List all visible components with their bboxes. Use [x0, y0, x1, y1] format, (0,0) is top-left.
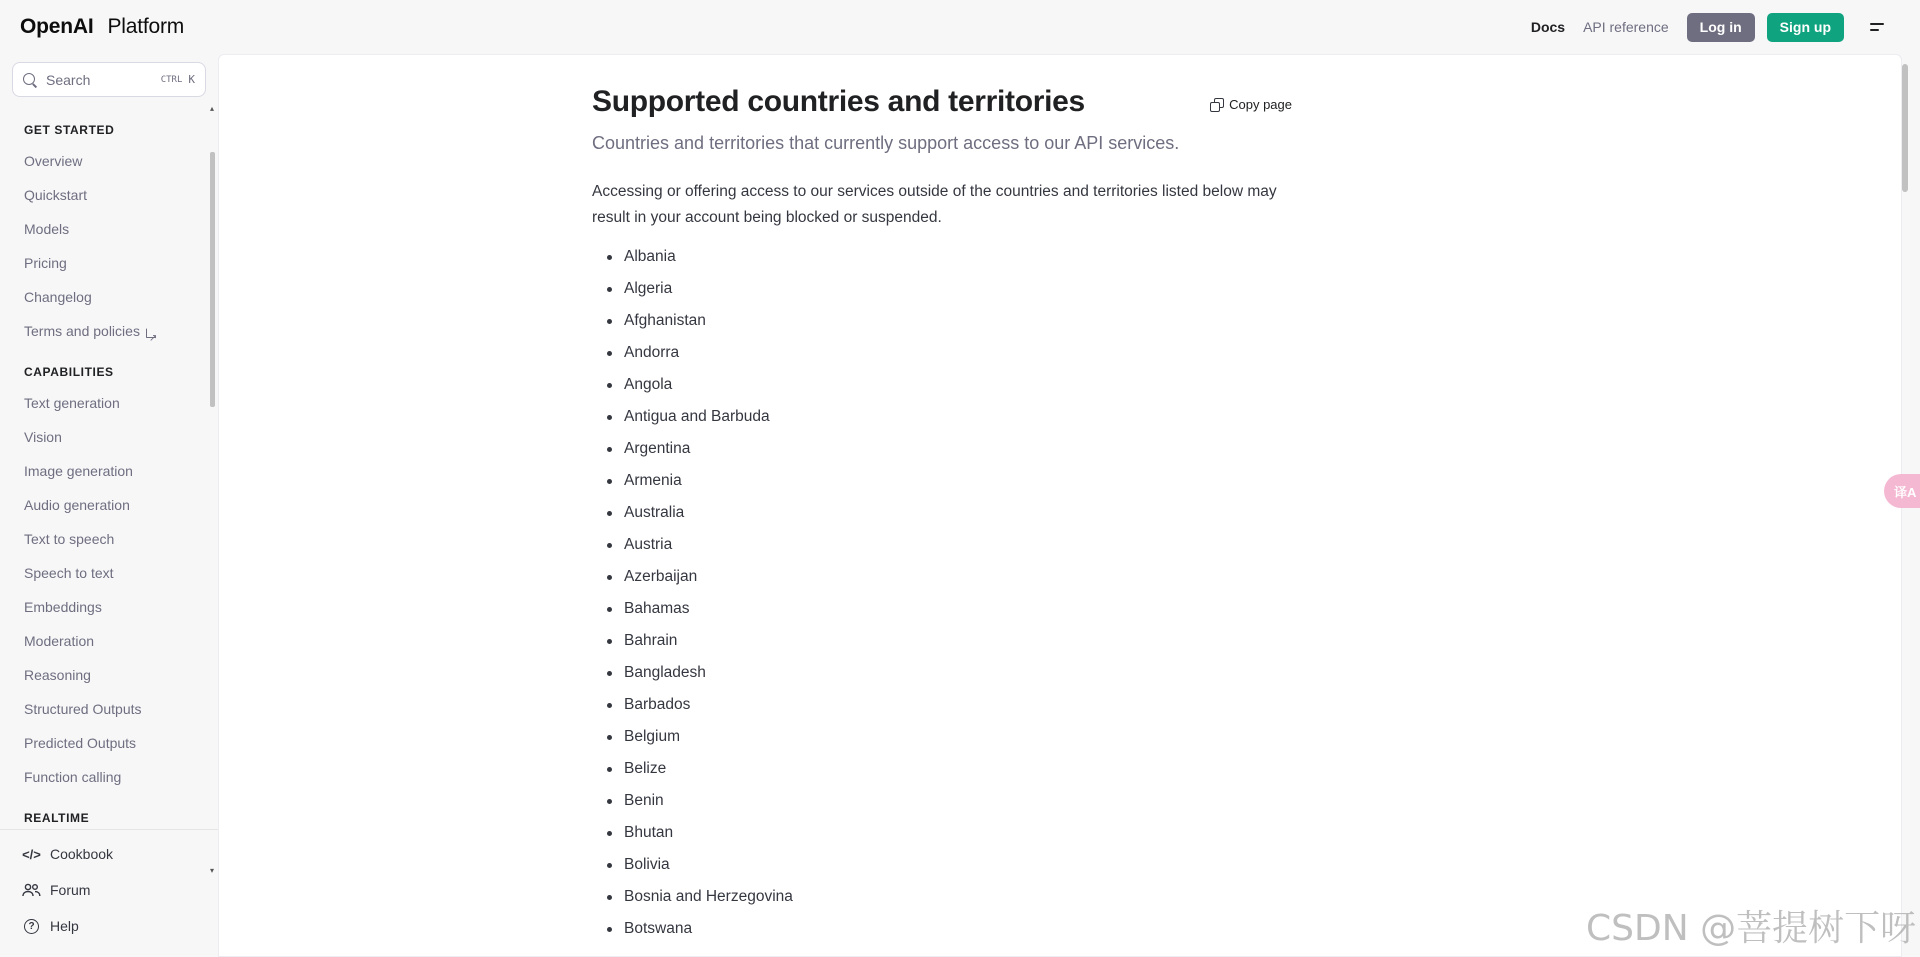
sidebar-item-label: Models	[24, 221, 70, 237]
sidebar-item-label: Terms and policies	[24, 323, 140, 339]
scroll-up-arrow[interactable]: ▴	[210, 104, 215, 113]
search-icon	[23, 73, 37, 87]
list-item: Armenia	[592, 465, 1292, 497]
help-label: Help	[50, 918, 79, 934]
list-item: Bolivia	[592, 849, 1292, 881]
login-button[interactable]: Log in	[1687, 13, 1755, 42]
article	[592, 85, 1292, 945]
sidebar-item-function-calling[interactable]	[0, 760, 210, 794]
page-subtitle: Countries and territories that currently support access to our API services.	[592, 133, 1180, 153]
country-list	[592, 241, 1292, 945]
search-input[interactable]	[12, 62, 206, 97]
sidebar-scroll-thumb[interactable]	[210, 152, 215, 407]
sidebar-item-vision[interactable]	[0, 420, 210, 454]
search-placeholder: Search	[46, 71, 91, 88]
list-item: Antigua and Barbuda	[592, 401, 1292, 433]
sidebar-item-text-generation[interactable]	[0, 386, 210, 420]
sidebar-item-label: Speech to text	[24, 565, 114, 581]
translate-icon[interactable]: 译A	[1884, 474, 1920, 508]
signup-button[interactable]: Sign up	[1767, 13, 1844, 42]
shortcut-key: K	[188, 73, 195, 86]
list-item: Argentina	[592, 433, 1292, 465]
list-item: Angola	[592, 369, 1292, 401]
copy-icon	[1210, 98, 1223, 111]
sidebar-item-label: Overview	[24, 153, 83, 169]
list-item: Botswana	[592, 913, 1292, 945]
list-item: Bosnia and Herzegovina	[592, 881, 1292, 913]
users-icon	[22, 882, 41, 898]
external-link-icon	[146, 326, 157, 337]
sidebar-item-overview[interactable]	[0, 144, 210, 178]
list-item: Bangladesh	[592, 657, 1292, 689]
list-item: Andorra	[592, 337, 1292, 369]
list-item: Bhutan	[592, 817, 1292, 849]
intro-paragraph: Accessing or offering access to our services outside of the countries and territories listed below may result in your account being blocked or suspended.	[592, 183, 1277, 226]
title-row	[592, 85, 1292, 119]
logo-brand: OpenAI	[20, 15, 94, 38]
sidebar-item-label: Pricing	[24, 255, 67, 271]
menu-icon[interactable]	[1870, 20, 1888, 34]
page-scroll-thumb[interactable]	[1902, 64, 1908, 192]
sidebar-item-label: Changelog	[24, 289, 92, 305]
page-title: Supported countries and territories	[592, 85, 1085, 118]
sidebar-item-label: Image generation	[24, 463, 133, 479]
cookbook-link[interactable]	[0, 836, 218, 872]
sidebar-item-structured-outputs[interactable]	[0, 692, 210, 726]
logo-product: Platform	[107, 15, 185, 38]
section-title-realtime: REALTIME	[24, 811, 90, 825]
section-title-get-started: GET STARTED	[24, 123, 115, 137]
sidebar-item-label: Vision	[24, 429, 62, 445]
copy-page-button[interactable]	[1210, 97, 1292, 112]
sidebar-nav	[0, 104, 210, 882]
list-item: Barbados	[592, 689, 1292, 721]
sidebar-item-text-to-speech[interactable]	[0, 522, 210, 556]
logo[interactable]	[20, 15, 184, 39]
section-title-capabilities: CAPABILITIES	[24, 365, 114, 379]
sidebar-item-label: Quickstart	[24, 187, 88, 203]
api-reference-link[interactable]: API reference	[1583, 19, 1669, 35]
list-item: Benin	[592, 785, 1292, 817]
sidebar-item-pricing[interactable]	[0, 246, 210, 280]
help-icon: ?	[22, 918, 41, 934]
forum-link[interactable]	[0, 872, 218, 908]
sidebar-item-quickstart[interactable]	[0, 178, 210, 212]
sidebar-item-speech-to-text[interactable]	[0, 556, 210, 590]
sidebar-item-models[interactable]	[0, 212, 210, 246]
sidebar	[0, 54, 218, 957]
sidebar-item-audio-generation[interactable]	[0, 488, 210, 522]
list-item: Bahrain	[592, 625, 1292, 657]
list-item: Austria	[592, 529, 1292, 561]
list-item: Australia	[592, 497, 1292, 529]
list-item: Afghanistan	[592, 305, 1292, 337]
sidebar-item-image-generation[interactable]	[0, 454, 210, 488]
help-link[interactable]	[0, 908, 218, 944]
list-item: Algeria	[592, 273, 1292, 305]
sidebar-footer	[0, 829, 218, 957]
sidebar-item-label: Text generation	[24, 395, 120, 411]
sidebar-item-embeddings[interactable]	[0, 590, 210, 624]
docs-link[interactable]: Docs	[1530, 19, 1566, 35]
sidebar-item-label: Reasoning	[24, 667, 91, 683]
sidebar-item-reasoning[interactable]	[0, 658, 210, 692]
sidebar-item-label: Structured Outputs	[24, 701, 142, 717]
list-item: Bahamas	[592, 593, 1292, 625]
sidebar-scrollbar[interactable]	[210, 104, 216, 882]
list-item: Albania	[592, 241, 1292, 273]
watermark: CSDN @菩提树下呀	[1586, 908, 1917, 949]
shortcut-mod: CTRL	[160, 74, 183, 85]
list-item: Belize	[592, 753, 1292, 785]
code-icon: </>	[22, 846, 41, 862]
sidebar-item-label: Moderation	[24, 633, 95, 649]
sidebar-item-label: Audio generation	[24, 497, 130, 513]
sidebar-item-label: Function calling	[24, 769, 122, 785]
sidebar-item-predicted-outputs[interactable]	[0, 726, 210, 760]
sidebar-item-changelog[interactable]	[0, 280, 210, 314]
list-item: Belgium	[592, 721, 1292, 753]
sidebar-item-label: Embeddings	[24, 599, 102, 615]
copy-page-label: Copy page	[1229, 96, 1292, 112]
sidebar-item-moderation[interactable]	[0, 624, 210, 658]
scroll-down-arrow[interactable]: ▾	[210, 866, 215, 875]
forum-label: Forum	[50, 882, 91, 898]
sidebar-item-label: Predicted Outputs	[24, 735, 137, 751]
cookbook-label: Cookbook	[50, 846, 114, 862]
top-right-nav	[1531, 13, 1900, 42]
sidebar-item-terms[interactable]	[0, 314, 210, 348]
sidebar-item-label: Text to speech	[24, 531, 115, 547]
list-item: Azerbaijan	[592, 561, 1292, 593]
main-content	[218, 54, 1902, 957]
top-bar	[0, 0, 1920, 54]
